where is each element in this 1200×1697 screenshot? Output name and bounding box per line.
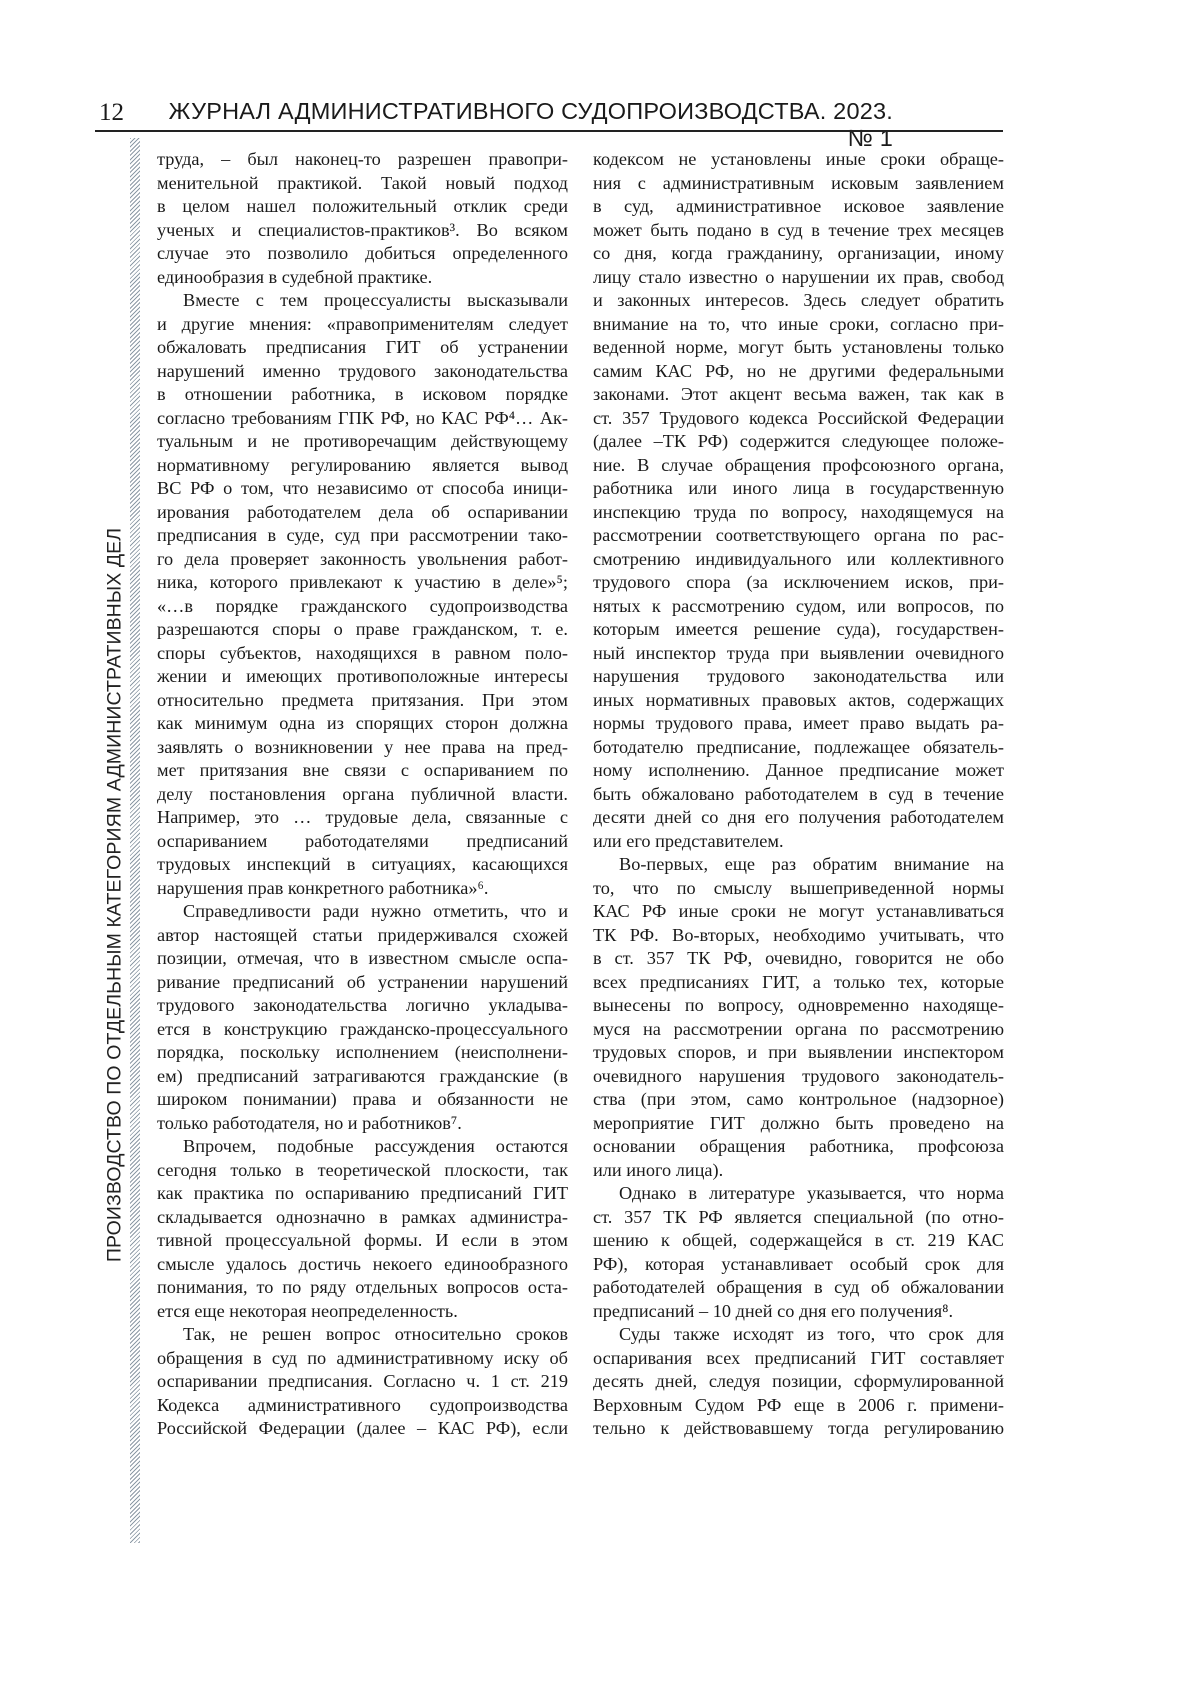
text-line: нормы трудового права, имеет право выдать ра-: [593, 712, 1004, 736]
text-line: относительно предмета притязания. При этом: [157, 689, 568, 713]
text-line: трудового спора (за исключением исков, при-: [593, 571, 1004, 595]
text-line: случае это позволило добиться определенного: [157, 242, 568, 266]
text-line: вынесены по вопросу, одновременно находяще-: [593, 994, 1004, 1018]
text-line: трудового законодательства логично укладыва-: [157, 994, 568, 1018]
running-header-title: ЖУРНАЛ АДМИНИСТРАТИВНОГО СУДОПРОИЗВОДСТВА. 2023. № 1: [160, 98, 1003, 152]
text-line: Например, это … трудовые дела, связанные с: [157, 806, 568, 830]
text-line: автор настоящей статьи придерживался схожей: [157, 924, 568, 948]
text-line: широком понимании) права и обязанности не: [157, 1088, 568, 1112]
paragraph: [593, 1323, 1004, 1441]
text-line: нормативному регулированию является вывод: [157, 454, 568, 478]
text-line: и законных интересов. Здесь следует обратить: [593, 289, 1004, 313]
text-line: ст. 357 Трудового кодекса Российской Федерации: [593, 407, 1004, 431]
text-line: ем) предписаний затрагиваются гражданские (в: [157, 1065, 568, 1089]
text-line: в суд, административное исковое заявление: [593, 195, 1004, 219]
text-line: ботодателю предписание, подлежащее обязатель-: [593, 736, 1004, 760]
text-line: менительной практикой. Такой новый подход: [157, 172, 568, 196]
paragraph: [593, 853, 1004, 1182]
text-line: Вместе с тем процессуалисты высказывали: [157, 289, 568, 313]
text-line: туальным и не противоречащим действующему: [157, 430, 568, 454]
left-column: [157, 148, 568, 1441]
text-line: Во-первых, еще раз обратим внимание на: [593, 853, 1004, 877]
text-line: ника, которого привлекают к участию в деле»⁵;: [157, 571, 568, 595]
text-line: Верховным Судом РФ еще в 2006 г. примени-: [593, 1394, 1004, 1418]
text-line: нятых к рассмотрению судом, или вопросов, по: [593, 595, 1004, 619]
text-line: ирования работодателем дела об оспаривании: [157, 501, 568, 525]
text-line: основании обращения работника, профсоюза: [593, 1135, 1004, 1159]
text-line: заявлять о возникновении у нее права на пред-: [157, 736, 568, 760]
text-line: споры субъектов, находящихся в равном поло-: [157, 642, 568, 666]
text-line: складывается однозначно в рамках администра-: [157, 1206, 568, 1230]
text-line: десяти дней со дня его получения работодателем: [593, 806, 1004, 830]
text-line: предписания в суде, суд при рассмотрении тако-: [157, 524, 568, 548]
text-line: Справедливости ради нужно отметить, что и: [157, 900, 568, 924]
text-line: сегодня только в теоретической плоскости, так: [157, 1159, 568, 1183]
text-line: предписаний – 10 дней со дня его получения⁸.: [593, 1300, 1004, 1324]
text-line: согласно требованиям ГПК РФ, но КАС РФ⁴… Ак-: [157, 407, 568, 431]
text-line: делу постановления органа публичной власти.: [157, 783, 568, 807]
text-line: кодексом не установлены иные сроки обраще-: [593, 148, 1004, 172]
text-line: мероприятие ГИТ должно быть проведено на: [593, 1112, 1004, 1136]
text-line: и другие мнения: «правоприменителям следует: [157, 313, 568, 337]
text-line: Российской Федерации (далее – КАС РФ), если: [157, 1417, 568, 1441]
text-line: единообразия в судебной практике.: [157, 266, 568, 290]
text-line: трудовых инспекций в ситуациях, касающихся: [157, 853, 568, 877]
text-line: работника или иного лица в государственную: [593, 477, 1004, 501]
decorative-hatch-stripe: [130, 138, 140, 1543]
text-line: порядка, поскольку исполнением (неисполнени-: [157, 1041, 568, 1065]
text-line: оспаривании предписания. Согласно ч. 1 ст. 219: [157, 1370, 568, 1394]
text-line: Впрочем, подобные рассуждения остаются: [157, 1135, 568, 1159]
text-line: КАС РФ иные сроки не могут устанавливаться: [593, 900, 1004, 924]
text-line: смотрению индивидуального или коллективного: [593, 548, 1004, 572]
text-line: всех предписаниях ГИТ, а только тех, которые: [593, 971, 1004, 995]
right-column: [593, 148, 1004, 1441]
text-line: то, что по смыслу вышеприведенной нормы: [593, 877, 1004, 901]
text-line: которым имеется решение суда), государствен-: [593, 618, 1004, 642]
text-line: жении и имеющих противоположные интересы: [157, 665, 568, 689]
text-line: ние. В случае обращения профсоюзного органа,: [593, 454, 1004, 478]
paragraph: [157, 148, 568, 289]
text-line: ния с административным исковым заявлением: [593, 172, 1004, 196]
section-title-vertical: ПРОИЗВОДСТВО ПО ОТДЕЛЬНЫМ КАТЕГОРИЯМ АДМИНИСТРАТИВНЫХ ДЕЛ: [104, 528, 127, 1262]
text-line: со дня, когда гражданину, организации, иному: [593, 242, 1004, 266]
text-line: шению к общей, содержащейся в ст. 219 КАС: [593, 1229, 1004, 1253]
text-line: ривание предписаний об устранении нарушений: [157, 971, 568, 995]
text-line: как практика по оспариванию предписаний ГИТ: [157, 1182, 568, 1206]
text-line: разрешаются споры о праве гражданском, т. е.: [157, 618, 568, 642]
text-line: работодателей обращения в суд об обжаловании: [593, 1276, 1004, 1300]
text-line: или его представителем.: [593, 830, 1004, 854]
text-line: труда, – был наконец-то разрешен правопри-: [157, 148, 568, 172]
page-number: 12: [99, 99, 124, 127]
text-line: (далее –ТК РФ) содержится следующее положе-: [593, 430, 1004, 454]
text-line: только работодателя, но и работников⁷.: [157, 1112, 568, 1136]
text-line: может быть подано в суд в течение трех месяцев: [593, 219, 1004, 243]
text-line: веденной норме, могут быть установлены только: [593, 336, 1004, 360]
text-line: Так, не решен вопрос относительно сроков: [157, 1323, 568, 1347]
text-line: ется еще некоторая неопределенность.: [157, 1300, 568, 1324]
text-line: законами. Этот акцент весьма важен, так как в: [593, 383, 1004, 407]
text-line: трудовых споров, и при выявлении инспектором: [593, 1041, 1004, 1065]
paragraph: [157, 1323, 568, 1441]
text-line: в целом нашел положительный отклик среди: [157, 195, 568, 219]
text-line: в отношении работника, в исковом порядке: [157, 383, 568, 407]
text-line: лицу стало известно о нарушении их прав, свобод: [593, 266, 1004, 290]
text-line: ученых и специалистов-практиков³. Во всяком: [157, 219, 568, 243]
text-line: рассмотрении соответствующего органа по рас-: [593, 524, 1004, 548]
text-line: Кодекса административного судопроизводства: [157, 1394, 568, 1418]
text-line: позиции, отмечая, что в известном смысле оспа-: [157, 947, 568, 971]
text-line: смысле удалось достичь некоего единообразного: [157, 1253, 568, 1277]
paragraph: [157, 289, 568, 900]
text-line: инспекцию труда по вопросу, находящемуся на: [593, 501, 1004, 525]
text-line: ст. 357 ТК РФ является специальной (по отно-: [593, 1206, 1004, 1230]
text-line: мет притязания вне связи с оспариванием по: [157, 759, 568, 783]
text-line: самим КАС РФ, но не другими федеральными: [593, 360, 1004, 384]
text-line: ется в конструкцию гражданско-процессуального: [157, 1018, 568, 1042]
text-line: Однако в литературе указывается, что норма: [593, 1182, 1004, 1206]
paragraph: [157, 900, 568, 1135]
header-rule: [95, 130, 1003, 132]
text-line: очевидного нарушения трудового законодатель-: [593, 1065, 1004, 1089]
text-line: оспаривания всех предписаний ГИТ составляет: [593, 1347, 1004, 1371]
text-line: обжаловать предписания ГИТ об устранении: [157, 336, 568, 360]
text-line: иных нормативных правовых актов, содержащих: [593, 689, 1004, 713]
text-line: обращения в суд по административному иску об: [157, 1347, 568, 1371]
text-line: го дела проверяет законность увольнения работ-: [157, 548, 568, 572]
text-line: РФ), которая устанавливает особый срок для: [593, 1253, 1004, 1277]
text-line: Суды также исходят из того, что срок для: [593, 1323, 1004, 1347]
text-line: «…в порядке гражданского судопроизводства: [157, 595, 568, 619]
text-line: как минимум одна из спорящих сторон должна: [157, 712, 568, 736]
text-line: понимания, то по ряду отдельных вопросов оста-: [157, 1276, 568, 1300]
text-line: десять дней, следуя позиции, сформулированной: [593, 1370, 1004, 1394]
paragraph: [593, 148, 1004, 853]
text-line: муся на рассмотрении органа по рассмотрению: [593, 1018, 1004, 1042]
text-line: внимание на то, что иные сроки, согласно при-: [593, 313, 1004, 337]
text-line: оспариванием работодателями предписаний: [157, 830, 568, 854]
text-line: нарушения трудового законодательства или: [593, 665, 1004, 689]
text-line: ный инспектор труда при выявлении очевидного: [593, 642, 1004, 666]
text-line: нарушения прав конкретного работника»⁶.: [157, 877, 568, 901]
text-line: ному исполнению. Данное предписание может: [593, 759, 1004, 783]
text-line: ВС РФ о том, что независимо от способа иници-: [157, 477, 568, 501]
text-line: тельно к действовавшему тогда регулированию: [593, 1417, 1004, 1441]
text-line: нарушений именно трудового законодательства: [157, 360, 568, 384]
paragraph: [593, 1182, 1004, 1323]
text-line: в ст. 357 ТК РФ, очевидно, говорится не обо: [593, 947, 1004, 971]
text-line: быть обжаловано работодателем в суд в течение: [593, 783, 1004, 807]
text-line: ТК РФ. Во-вторых, необходимо учитывать, что: [593, 924, 1004, 948]
text-line: тивной процессуальной формы. И если в этом: [157, 1229, 568, 1253]
text-line: или иного лица).: [593, 1159, 1004, 1183]
paragraph: [157, 1135, 568, 1323]
text-line: ства (при этом, само контрольное (надзорное): [593, 1088, 1004, 1112]
